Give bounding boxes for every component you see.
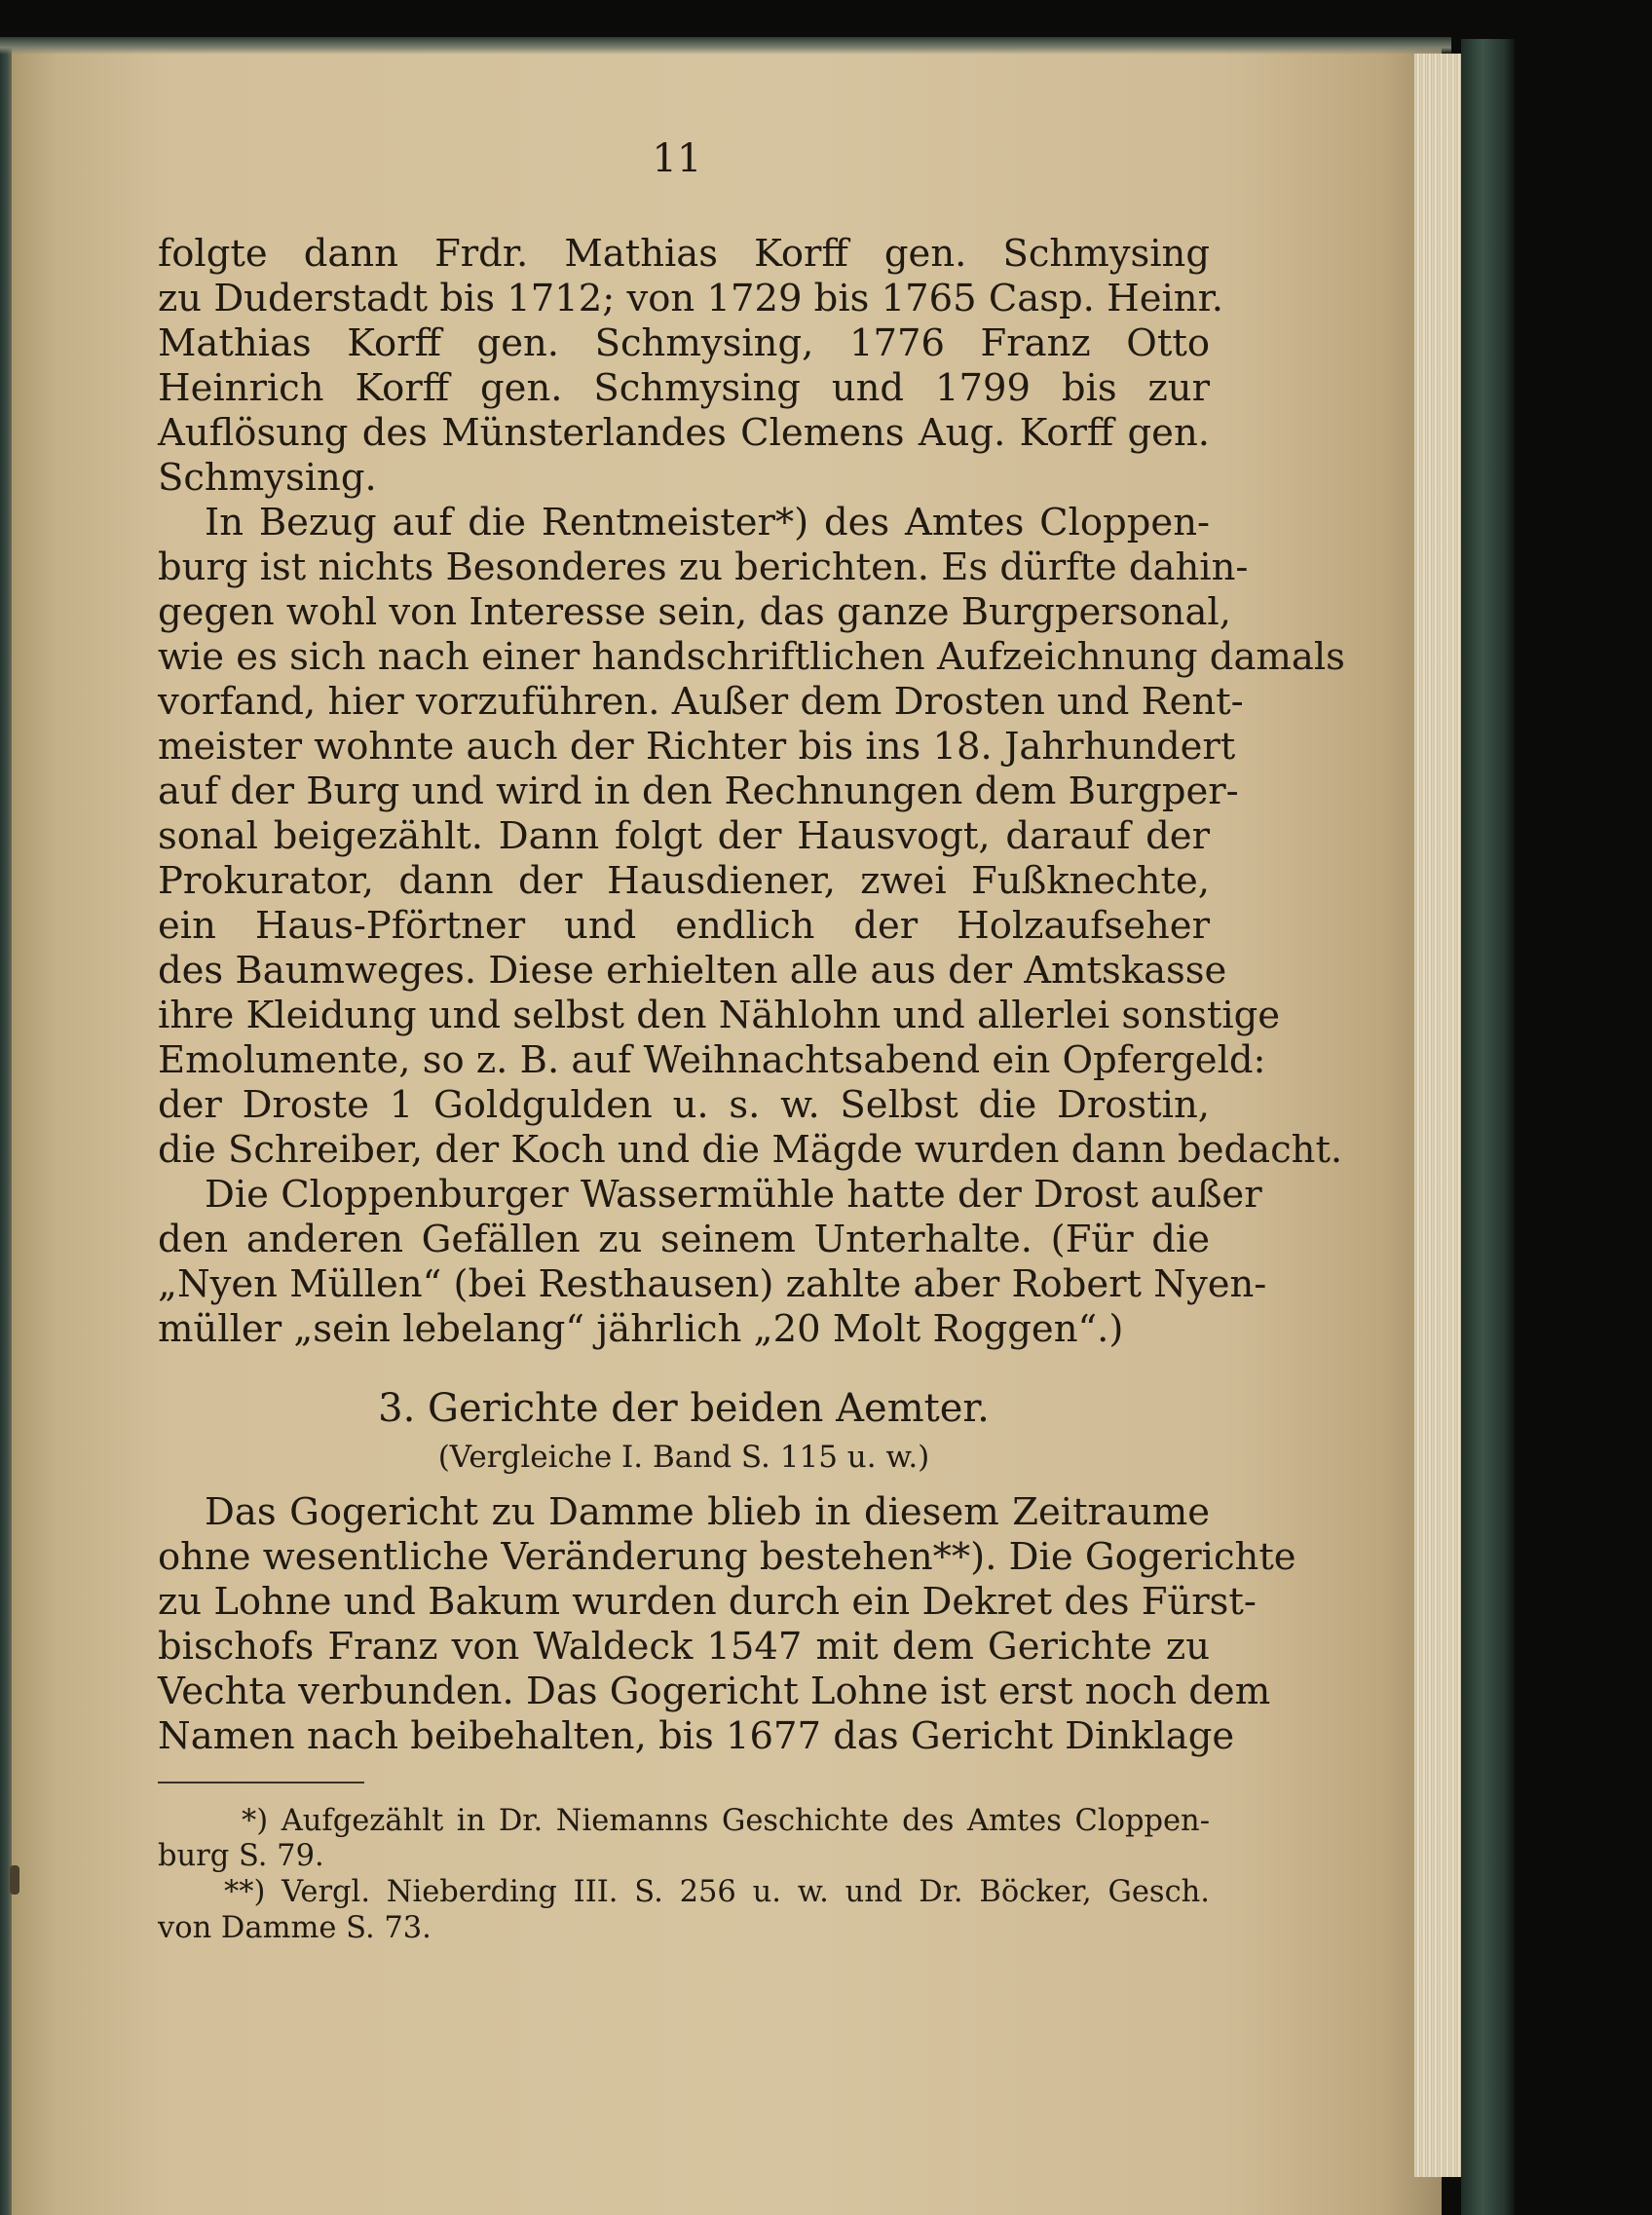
text-line: auf der Burg und wird in den Rechnungen dem Burgper- xyxy=(158,770,1239,813)
text-line: ohne wesentliche Veränderung bestehen**). Die Gogerichte xyxy=(158,1535,1296,1579)
text-line: Vechta verbunden. Das Gogericht Lohne ist erst noch dem xyxy=(158,1670,1271,1713)
text-line: Schmysing. xyxy=(158,456,377,500)
text-line: Namen nach beibehalten, bis 1677 das Gericht Dinklage xyxy=(158,1714,1235,1758)
page-number: 11 xyxy=(652,136,702,181)
text-line: müller „sein lebelang“ jährlich „20 Molt Roggen“.) xyxy=(158,1307,1124,1351)
text-line: der Droste 1 Goldgulden u. s. w. Selbst die Drostin, xyxy=(158,1083,1210,1127)
book-cover xyxy=(1461,39,1515,2215)
text-line: meister wohnte auch der Richter bis ins 18. Jahrhundert xyxy=(158,725,1236,769)
text-line: bischofs Franz von Waldeck 1547 mit dem Gerichte zu xyxy=(158,1625,1210,1669)
text-line: burg ist nichts Besonderes zu berichten. Es dürfte dahin- xyxy=(158,545,1249,589)
footnote-divider xyxy=(158,1782,364,1783)
text-line: In Bezug auf die Rentmeister*) des Amtes Cloppen- xyxy=(205,501,1210,544)
text-line: zu Lohne und Bakum wurden durch ein Dekret des Fürst- xyxy=(158,1580,1257,1624)
text-line: des Baumweges. Diese erhielten alle aus der Amtskasse xyxy=(158,949,1227,993)
text-line: gegen wohl von Interesse sein, das ganze Burgpersonal, xyxy=(158,590,1231,634)
text-line: Emolumente, so z. B. auf Weihnachtsabend ein Opfergeld: xyxy=(158,1038,1266,1082)
section-subheading: (Vergleiche I. Band S. 115 u. w.) xyxy=(437,1440,930,1475)
footnote-line: *) Aufgezählt in Dr. Niemanns Geschichte des Amtes Cloppen- xyxy=(242,1804,1210,1838)
text-line: „Nyen Müllen“ (bei Resthausen) zahlte aber Robert Nyen- xyxy=(158,1262,1267,1306)
text-line: ein Haus-Pförtner und endlich der Holzaufseher xyxy=(158,904,1210,948)
text-line: Auflösung des Münsterlandes Clemens Aug. Korff gen. xyxy=(158,411,1210,455)
text-line: den anderen Gefällen zu seinem Unterhalte. (Für die xyxy=(158,1218,1210,1261)
section-heading: 3. Gerichte der beiden Aemter. xyxy=(378,1386,990,1431)
footnote-line: burg S. 79. xyxy=(158,1839,324,1873)
text-line: wie es sich nach einer handschriftlichen Aufzeichnung damals xyxy=(158,635,1345,679)
text-line: zu Duderstadt bis 1712; von 1729 bis 1765 Casp. Heinr. xyxy=(158,277,1224,320)
text-line: Die Cloppenburger Wassermühle hatte der Drost außer xyxy=(205,1173,1262,1217)
footnote-line: **) Vergl. Nieberding III. S. 256 u. w. und Dr. Böcker, Gesch. xyxy=(224,1875,1210,1909)
text-line: ihre Kleidung und selbst den Nählohn und allerlei sonstige xyxy=(158,994,1281,1037)
text-line: vorfand, hier vorzuführen. Außer dem Drosten und Rent- xyxy=(158,680,1244,724)
text-line: Das Gogericht zu Damme blieb in diesem Zeitraume xyxy=(205,1490,1210,1534)
text-line: Prokurator, dann der Hausdiener, zwei Fußknechte, xyxy=(158,859,1210,903)
page-top-edge xyxy=(0,37,1451,55)
text-line: Mathias Korff gen. Schmysing, 1776 Franz Otto xyxy=(158,321,1210,365)
text-line: folgte dann Frdr. Mathias Korff gen. Schmysing xyxy=(158,232,1210,276)
text-line: sonal beigezählt. Dann folgt der Hausvogt, darauf der xyxy=(158,814,1210,858)
margin-mark xyxy=(10,1865,19,1895)
text-line: die Schreiber, der Koch und die Mägde wurden dann bedacht. xyxy=(158,1128,1343,1172)
text-line: Heinrich Korff gen. Schmysing und 1799 bis zur xyxy=(158,366,1210,410)
footnote-line: von Damme S. 73. xyxy=(158,1911,432,1945)
